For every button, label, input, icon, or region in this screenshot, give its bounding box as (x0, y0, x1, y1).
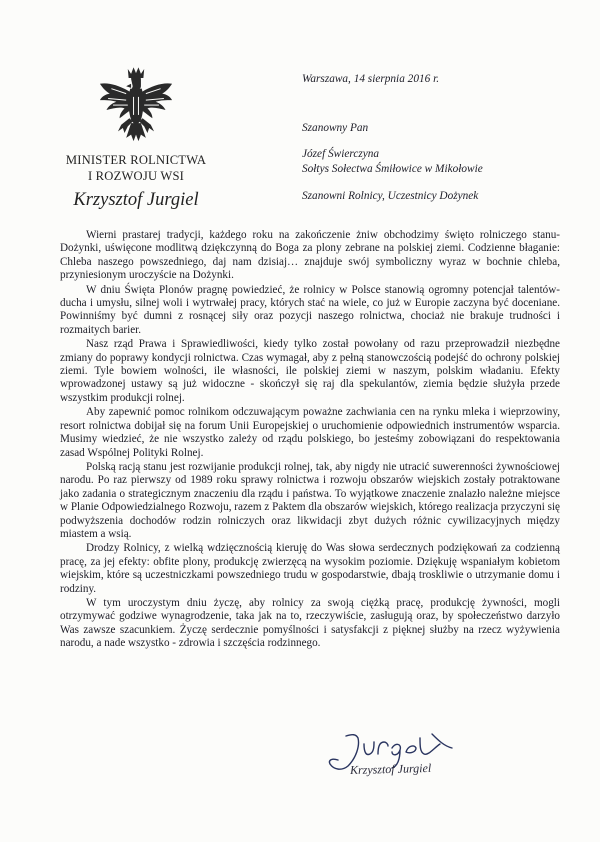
body-paragraph: Drodzy Rolnicy, z wielką wdzięcznością kieruję do Was słowa serdecznych podziękowań za codzienną pracę, za jej efekty: obfite plony, produkcję zwierzęcą na wysokim poziomie. Dziękuję wspaniałym kobietom wiejskim, które są uczestniczkami powszedniego trudu w gospodarstwie, dbają troskliwie o utrzymanie domu i rodziny. (60, 542, 560, 595)
minister-title-line2: I ROZWOJU WSI (87, 169, 185, 183)
body-paragraph: Nasz rząd Prawa i Sprawiedliwości, kiedy tylko został powołany od razu przeprowadził niezbędne zmiany do poprawy kondycji rolnictwa. Czas wymagał, aby z pełną stanowczością podejść do ochrony polskiej ziemi. Tyle bowiem wolności, ile własności, ile polskiej ziemi w naszym, polskim władaniu. Efekty wprowadzonej ustawy są już widoczne - skończył się raj dla spekulantów, ziemia będzie służyła przede wszystkim produkcji rolnej. (60, 338, 560, 404)
eagle-emblem-icon (95, 64, 177, 156)
body-paragraph: W dniu Święta Plonów pragnę powiedzieć, że rolnicy w Polsce stanowią ogromny potencjał talentów- ducha i umysłu, silnej woli i wytrwałej pracy, których stać na wiele, co już w Europie zaczyna być doceniane. Powinniśmy być dumni z rosnącej siły oraz pozycji naszego rolnictwa, chociaż nie brakuje trudności i rozmaitych barier. (60, 283, 560, 336)
minister-title-line1: MINISTER ROLNICTWA (65, 153, 207, 167)
minister-title (40, 152, 232, 184)
body-paragraph: W tym uroczystym dniu życzę, aby rolnicy za swoją ciężką pracę, produkcję żywności, mogli otrzymywać godziwe wynagrodzenie, taka jak na to, rzeczywiście, zasługują oraz, by społeczeństwo darzyło Was zawsze szacunkiem. Życzę serdecznie pomyślności i satysfakcji z pięknej służby na rzecz wyżywienia narodu, a nade wszystko - zdrowia i szczęścia rodzinnego. (60, 596, 560, 650)
minister-name: Krzysztof Jurgiel (73, 190, 199, 210)
place-date: Warszawa, 14 sierpnia 2016 r. (302, 73, 440, 85)
recipient-role: Sołtys Sołectwa Śmiłowice w Mikołowie (302, 163, 483, 175)
salutation: Szanowny Pan (302, 122, 369, 134)
body-paragraph: Polską racją stanu jest rozwijanie produkcji rolnej, tak, aby nigdy nie utracić suwerenności żywnościowej narodu. Po raz pierwszy od 1989 roku sprawy rolnictwa i rozwoju obszarów wiejskich zostały potraktowane jako zadania o strategicznym znaczeniu dla rządu i państwa. To wyjątkowe znaczenie znalazło należne miejsce w Planie Odpowiedzialnego Rozwoju, razem z Paktem dla obszarów wiejskich, którego realizacja przyczyni się podwyższenia dochodów rodzin rolniczych oraz likwidacji zbyt dużych różnic cywilizacyjnych między miastem a wsią. (60, 460, 560, 540)
signature-name: Krzysztof Jurgiel (349, 760, 432, 778)
recipient-name: Józef Świerczyna (302, 148, 380, 160)
greeting: Szanowni Rolnicy, Uczestnicy Dożynek (302, 190, 479, 202)
letter-body (60, 229, 560, 652)
body-paragraph: Wierni prastarej tradycji, każdego roku na zakończenie żniw obchodzimy święto rolniczego stanu- Dożynki, uświęcone modlitwą dziękczynną do Boga za plony zebrane na polskiej ziemi. Codzienne błaganie: Chleba naszego powszedniego, daj nam dzisiaj… znajduje swój symboliczny wyraz w bochnie chleba, przyniesionym uroczyście na Dożynki. (60, 229, 560, 282)
body-paragraph: Aby zapewnić pomoc rolnikom odczuwającym poważne zachwiania cen na rynku mleka i wieprzowiny, resort rolnictwa dobijał się na forum Unii Europejskiej o uruchomienie odpowiednich instrumentów wsparcia. Musimy wiedzieć, że nie wszystko zależy od rządu polskiego, bo jesteśmy zobowiązani do respektowania zasad Wspólnej Polityki Rolnej. (60, 406, 560, 459)
